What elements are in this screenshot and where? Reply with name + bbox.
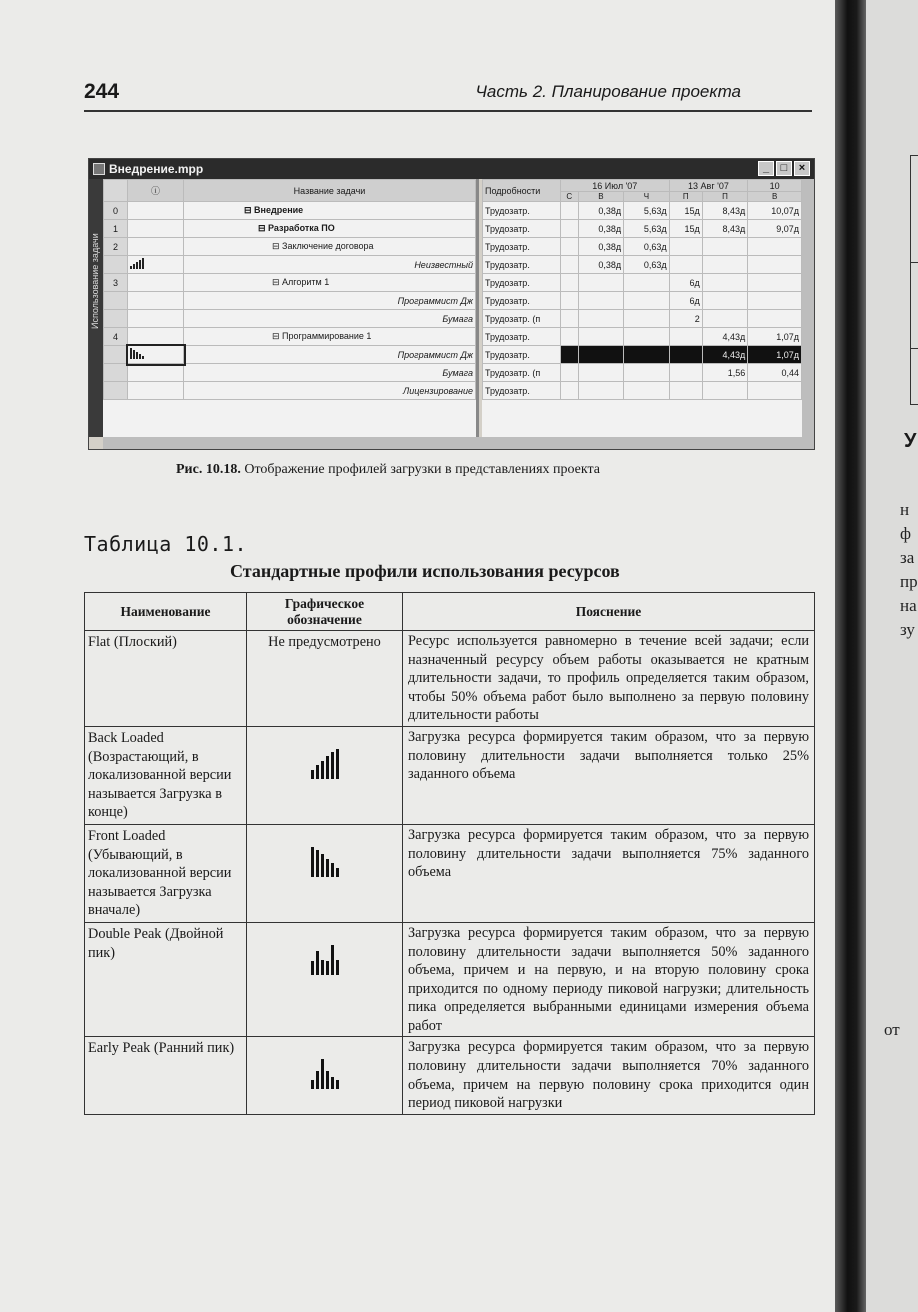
detail-label: Трудозатр. — [483, 274, 561, 292]
work-value — [561, 292, 579, 310]
figure-label: Рис. 10.18. — [176, 462, 241, 477]
next-page-line-text: зу — [900, 620, 915, 639]
usage-row — [483, 310, 802, 328]
task-id — [104, 310, 128, 328]
work-value: 5,63д — [624, 220, 669, 238]
indicator-cell — [128, 202, 184, 220]
work-value: 4,43д — [702, 328, 747, 346]
profile-bar — [311, 1080, 314, 1089]
indicator-cell — [128, 274, 184, 292]
work-value — [669, 346, 702, 364]
usage-row — [483, 364, 802, 382]
app-icon — [93, 163, 105, 175]
profile-description: Ресурс используется равномерно в течение всей задачи; если назначенный ресурсу объем работы оказывается не кратным длительности задачи, то профиль определяется таким образом, чтобы 50% объема работ было выполнено за первую половину длительности работы — [403, 631, 815, 727]
task-name: Бумага — [184, 364, 476, 382]
task-id — [104, 346, 128, 364]
work-value: 6д — [669, 292, 702, 310]
task-id — [104, 292, 128, 310]
task-name: Программист Дж — [184, 292, 476, 310]
next-page-line-text: на — [900, 596, 917, 615]
profile-row — [85, 824, 815, 922]
profile-name: Early Peak (Ранний пик) — [85, 1037, 247, 1114]
task-id — [104, 364, 128, 382]
profile-description: Загрузка ресурса формируется таким образом, что за первую половину длительности задачи выполняется 50% заданного объема, причем и на первую, и на вторую половину срока приходится по одному периоду пиковой нагрузки; длительность пика определяется выбранными единицами измерения объема работ — [403, 922, 815, 1037]
day-header: П — [669, 192, 702, 202]
indicator-cell — [128, 220, 184, 238]
task-grid — [103, 179, 479, 437]
work-value: 15д — [669, 220, 702, 238]
profile-symbol-wrap — [250, 827, 399, 877]
work-value: 0,38д — [578, 220, 623, 238]
task-name-header: Название задачи — [184, 180, 476, 202]
work-value — [561, 382, 579, 400]
work-value — [561, 328, 579, 346]
task-name: ⊟ Внедрение — [184, 202, 476, 220]
work-value: 15д — [669, 202, 702, 220]
profile-indicator-icon — [130, 258, 144, 269]
work-value — [561, 346, 579, 364]
work-value — [669, 328, 702, 346]
indicator-cell — [128, 238, 184, 256]
work-value — [561, 310, 579, 328]
task-row — [104, 202, 476, 220]
profile-bar — [311, 847, 314, 877]
profile-bar — [133, 350, 135, 359]
next-page-line-text: пр — [900, 572, 918, 591]
work-value — [561, 364, 579, 382]
work-value: 0,38д — [578, 256, 623, 274]
profiles-table — [84, 592, 815, 1115]
week1-header: 16 Июл '07 — [561, 180, 670, 192]
project-window-screenshot — [88, 158, 815, 450]
indicators-header: ⓘ — [128, 180, 184, 202]
day-header: С — [561, 192, 579, 202]
profile-bars-icon — [311, 847, 339, 877]
work-value — [748, 382, 802, 400]
usage-grid — [482, 179, 802, 437]
work-value: 2 — [669, 310, 702, 328]
task-row — [104, 274, 476, 292]
profile-bar — [321, 761, 324, 779]
task-id — [104, 382, 128, 400]
work-value — [702, 382, 747, 400]
task-id: 3 — [104, 274, 128, 292]
next-page-line-text: н — [900, 500, 910, 519]
task-name: ⊟ Программирование 1 — [184, 328, 476, 346]
vertical-scrollbar — [802, 179, 814, 437]
detail-label: Трудозатр. — [483, 256, 561, 274]
work-value — [624, 382, 669, 400]
profile-bars-icon — [311, 749, 339, 779]
profile-bar — [336, 868, 339, 877]
detail-label: Трудозатр. — [483, 292, 561, 310]
profile-bar — [133, 264, 135, 269]
usage-row — [483, 274, 802, 292]
task-name: Лицензирование — [184, 382, 476, 400]
detail-label: Трудозатр. (п — [483, 310, 561, 328]
profile-bar — [326, 961, 329, 975]
work-value: 6д — [669, 274, 702, 292]
work-value — [561, 202, 579, 220]
detail-label: Трудозатр. (п — [483, 364, 561, 382]
task-name: Программист Дж — [184, 346, 476, 364]
work-value — [748, 256, 802, 274]
task-row — [104, 238, 476, 256]
work-value — [578, 292, 623, 310]
profile-bar — [311, 961, 314, 975]
next-page-box — [910, 155, 918, 405]
task-name: Бумага — [184, 310, 476, 328]
profile-description: Загрузка ресурса формируется таким образом, что за первую половину длительности задачи выполняется 75% заданного объема — [403, 824, 815, 922]
running-title: Часть 2. Планирование проекта — [475, 82, 741, 101]
horizontal-scrollbar — [103, 437, 814, 449]
figure-caption — [176, 462, 600, 478]
detail-label: Трудозатр. — [483, 202, 561, 220]
indicator-cell — [128, 346, 184, 364]
work-value — [578, 364, 623, 382]
detail-label: Трудозатр. — [483, 220, 561, 238]
indicator-cell — [128, 364, 184, 382]
work-value — [578, 382, 623, 400]
header-rule — [84, 110, 812, 112]
work-value: 0,44 — [748, 364, 802, 382]
work-value — [669, 364, 702, 382]
work-value: 5,63д — [624, 202, 669, 220]
profile-symbol-cell — [247, 922, 403, 1037]
figure-text: Отображение профилей загрузки в представлениях проекта — [244, 462, 601, 477]
work-value — [748, 274, 802, 292]
work-value: 9,07д — [748, 220, 802, 238]
header-name: Наименование — [85, 593, 247, 631]
profile-bar — [316, 765, 319, 779]
profile-symbol-wrap — [250, 729, 399, 779]
work-value — [702, 238, 747, 256]
profile-bar — [321, 1059, 324, 1089]
table-title: Стандартные профили использования ресурсов — [230, 561, 620, 581]
work-value: 1,07д — [748, 346, 802, 364]
day-header: В — [748, 192, 802, 202]
profile-row — [85, 631, 815, 727]
profile-bar — [130, 348, 132, 359]
header-description: Пояснение — [403, 593, 815, 631]
usage-row — [483, 346, 802, 364]
work-value — [748, 310, 802, 328]
details-header: Подробности — [483, 180, 561, 202]
work-value: 0,38д — [578, 238, 623, 256]
profile-bar — [136, 262, 138, 269]
task-name: ⊟ Заключение договора — [184, 238, 476, 256]
profile-bar — [311, 770, 314, 779]
profile-row — [85, 726, 815, 824]
next-page-edge — [866, 0, 918, 1312]
task-id — [104, 256, 128, 274]
task-row — [104, 328, 476, 346]
profile-symbol-wrap — [250, 925, 399, 975]
day-header: Ч — [624, 192, 669, 202]
view-bar-label: Использование задачи — [90, 233, 100, 329]
task-row — [104, 220, 476, 238]
profile-bar — [336, 960, 339, 975]
work-value — [669, 382, 702, 400]
usage-row — [483, 220, 802, 238]
next-page-line — [910, 348, 918, 349]
profile-symbol-wrap — [250, 1039, 399, 1089]
usage-row — [483, 238, 802, 256]
profile-bar — [331, 863, 334, 877]
detail-label: Трудозатр. — [483, 238, 561, 256]
task-row — [104, 256, 476, 274]
profile-symbol-cell — [247, 726, 403, 824]
indicator-cell — [128, 256, 184, 274]
profile-symbol-cell — [247, 631, 403, 727]
profile-symbol-text: Не предусмотрено — [268, 634, 381, 650]
window-controls — [758, 161, 810, 176]
profile-indicator-icon — [130, 348, 144, 359]
id-header — [104, 180, 128, 202]
usage-row — [483, 292, 802, 310]
work-value — [561, 238, 579, 256]
view-bar — [89, 179, 103, 437]
task-name: ⊟ Разработка ПО — [184, 220, 476, 238]
profile-bar — [316, 850, 319, 877]
profile-bar — [316, 1071, 319, 1089]
task-row — [104, 382, 476, 400]
work-value: 4,43д — [702, 346, 747, 364]
profile-bar — [142, 258, 144, 269]
window-title: Внедрение.mpp — [109, 162, 204, 176]
work-value: 1,56 — [702, 364, 747, 382]
profile-symbol-cell — [247, 824, 403, 922]
header-symbol: Графическое обозначение — [247, 593, 403, 631]
profile-bar — [130, 266, 132, 269]
task-row — [104, 364, 476, 382]
profile-name: Double Peak (Двойной пик) — [85, 922, 247, 1037]
task-id: 2 — [104, 238, 128, 256]
work-value — [702, 310, 747, 328]
work-value — [702, 274, 747, 292]
work-value — [624, 310, 669, 328]
work-value — [624, 328, 669, 346]
profile-bar — [331, 752, 334, 779]
work-value: 8,43д — [702, 220, 747, 238]
profile-name: Flat (Плоский) — [85, 631, 247, 727]
profile-row — [85, 922, 815, 1037]
indicator-cell — [128, 292, 184, 310]
next-page-line — [910, 262, 918, 263]
next-page-footnote: от — [884, 1020, 900, 1039]
profile-bar — [321, 854, 324, 877]
profile-name: Back Loaded (Возрастающий, в локализованной версии называется Загрузка в конце) — [85, 726, 247, 824]
profile-bar — [139, 260, 141, 269]
task-name: ⊟ Алгоритм 1 — [184, 274, 476, 292]
minimize-icon: _ — [758, 161, 774, 176]
next-page-line-text: за — [900, 548, 915, 567]
work-value: 0,63д — [624, 238, 669, 256]
profile-bar — [142, 356, 144, 359]
next-page-line-text: ф — [900, 524, 912, 543]
close-icon: × — [794, 161, 810, 176]
work-value — [669, 238, 702, 256]
profile-bar — [331, 945, 334, 975]
work-value — [561, 274, 579, 292]
profile-symbol-cell — [247, 1037, 403, 1114]
work-value: 10,07д — [748, 202, 802, 220]
work-value — [624, 274, 669, 292]
week2-header: 13 Авг '07 — [669, 180, 748, 192]
usage-row — [483, 256, 802, 274]
profile-bar — [139, 354, 141, 359]
work-value — [578, 346, 623, 364]
work-value — [748, 238, 802, 256]
page-number: 244 — [84, 80, 120, 103]
task-row — [104, 292, 476, 310]
indicator-cell — [128, 382, 184, 400]
task-id: 1 — [104, 220, 128, 238]
work-value — [624, 292, 669, 310]
day-header: В — [578, 192, 623, 202]
work-value: 0,63д — [624, 256, 669, 274]
day-header: П — [702, 192, 747, 202]
week3-header: 10 — [748, 180, 802, 192]
profile-name: Front Loaded (Убывающий, в локализованной версии называется Загрузка вначале) — [85, 824, 247, 922]
profile-bar — [321, 960, 324, 975]
profile-bar — [316, 951, 319, 975]
work-value: 1,07д — [748, 328, 802, 346]
usage-row — [483, 202, 802, 220]
work-value — [561, 256, 579, 274]
profile-description: Загрузка ресурса формируется таким образом, что за первую половину длительности задачи выполняется 70% заданного объема, причем на первую половину срока приходится один период пиковой нагрузки — [403, 1037, 815, 1114]
table-label: Таблица 10.1. — [84, 532, 248, 556]
work-value — [578, 274, 623, 292]
profile-row — [85, 1037, 815, 1114]
usage-row — [483, 382, 802, 400]
detail-label: Трудозатр. — [483, 382, 561, 400]
work-value: 8,43д — [702, 202, 747, 220]
work-value — [578, 328, 623, 346]
indicator-cell — [128, 328, 184, 346]
work-value — [561, 220, 579, 238]
work-value — [669, 256, 702, 274]
profile-bar — [326, 756, 329, 779]
task-row — [104, 346, 476, 364]
profile-bar — [136, 352, 138, 359]
task-id: 4 — [104, 328, 128, 346]
detail-label: Трудозатр. — [483, 328, 561, 346]
profile-bars-icon — [311, 1059, 339, 1089]
maximize-icon: □ — [776, 161, 792, 176]
task-name: Неизвестный — [184, 256, 476, 274]
work-value — [578, 310, 623, 328]
work-value — [748, 292, 802, 310]
profile-bar — [336, 1080, 339, 1089]
work-value — [624, 364, 669, 382]
profile-bar — [326, 1071, 329, 1089]
profile-description: Загрузка ресурса формируется таким образом, что за первую половину длительности задачи выполняется только 25% заданного объема — [403, 726, 815, 824]
indicator-cell — [128, 310, 184, 328]
profile-bar — [331, 1077, 334, 1089]
work-value — [624, 346, 669, 364]
work-value — [702, 292, 747, 310]
window-titlebar — [89, 159, 814, 179]
task-id: 0 — [104, 202, 128, 220]
work-value — [702, 256, 747, 274]
next-page-heading: У — [904, 430, 917, 452]
profile-bar — [326, 859, 329, 877]
work-value: 0,38д — [578, 202, 623, 220]
task-row — [104, 310, 476, 328]
profile-bar — [336, 749, 339, 779]
usage-row — [483, 328, 802, 346]
profile-bars-icon — [311, 945, 339, 975]
detail-label: Трудозатр. — [483, 346, 561, 364]
